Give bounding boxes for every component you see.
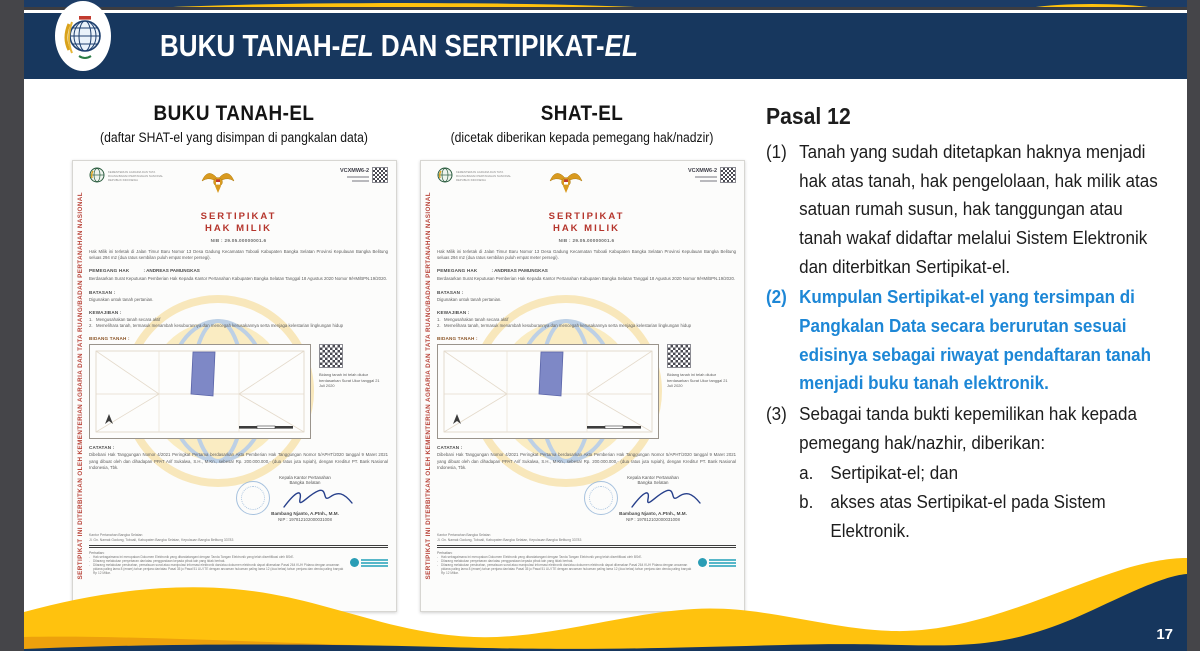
location-paragraph: Hak Milik ini terletak di Jalan Timur Baru Nomor 13 Desa Gadung Kecamatan Toboali Kabupaten Bangka Selatan Provinsi Kepulauan Bangka Belitung seluas 294 m2 (dua ratus sembilan puluh empat meter persegi).	[437, 249, 736, 261]
certificate-subtitle: HAK MILIK	[552, 223, 621, 234]
perhatian-item: - Dilarang melakukan penyebaran dan/atau penggandaan kepada pihak lain yang tidak berhak.	[437, 558, 574, 563]
pemegang-hak-value: : ANDREAS PAMUNGKAS	[491, 268, 548, 274]
doc-code-subline	[700, 180, 717, 183]
highlighted-parcel	[539, 352, 563, 396]
middle-column-heading	[436, 102, 728, 145]
pasal-subitem-b: b. akses atas Sertipikat-el pada Sistem Elektronik.	[799, 491, 1106, 541]
office-address: Jl. Gn. Namak Gadung, Toboali, Kabupaten Bangka Selatan, Kepulauan Bangka Belitung 33783	[89, 537, 234, 542]
pasal-12-panel	[766, 103, 1163, 545]
nib-number: NIB : 29.05.00000001.6	[210, 238, 267, 243]
survey-note: Bidang tanah ini telah diukur berdasarkan Surat Ukur tanggal 21 Juli 2020	[319, 372, 380, 389]
certificate-side-strip	[74, 161, 87, 611]
catatan-text: Dibebani Hak Tanggungan Nomor 4/2021 Peringkat Pertama berdasarkan Akta Pemberian Hak Tanggungan Nomor 5/APHT/2020 tanggal 9 Maret 2021 yang dibuat oleh dan dihadapan PPAT Arif Sukalwa, S.H., M.Kn., sebesar Rp. 200.000.000,- (dua ratus juta rupiah), dengan Kreditur PT. Bank Nasional Indonesia, Tbk.	[437, 452, 736, 470]
signer-office-line2: Bangka Selatan	[637, 479, 669, 485]
parcel-map	[89, 344, 311, 439]
kewajiban-item: 2. Memelihara tanah, termasuk menambah kesuburannya dan mencegah kerusakannya serta menjaga kelestarian lingkungan hidup	[89, 323, 343, 329]
bidang-tanah-label: BIDANG TANAH :	[437, 336, 478, 342]
batasan-label: BATASAN :	[89, 289, 116, 295]
pasal-subitem-a: a. Sertipikat-el; dan	[799, 462, 959, 484]
doc-code-subline	[347, 176, 369, 179]
agency-letterhead: KEMENTERIAN AGRARIA DAN TATA RUANG/BADAN PERTANAHAN NASIONAL REPUBLIK INDONESIA	[108, 170, 164, 183]
footer-divider	[89, 545, 388, 548]
perhatian-label: Perhatian:	[437, 550, 453, 555]
pemegang-hak-label: PEMEGANG HAK	[89, 268, 130, 274]
signer-office-line1: Kepala Kantor Pertanahan	[279, 474, 331, 480]
perhatian-item: - Hak sebagaimana ini merupakan Dokumen Elektronik yang ditandatangani dengan Tanda Tangan Elektronik yang telah disertifikasi oleh BSrE.	[89, 554, 295, 559]
qr-code-icon	[720, 167, 736, 183]
office-address: Jl. Gn. Namak Gadung, Toboali, Kabupaten Bangka Selatan, Kepulauan Bangka Belitung 33783	[437, 537, 582, 542]
certificate-side-text: SERTIPIKAT INI DITERBITKAN OLEH KEMENTERIAN AGRARIA DAN TATA RUANG/BADAN PERTANAHAN NASIONAL	[425, 192, 432, 580]
middle-column-title: SHAT-EL	[540, 102, 624, 125]
pemegang-hak-value: : ANDREAS PAMUNGKAS	[143, 268, 200, 274]
bpn-logo-small	[89, 167, 105, 183]
left-column-heading	[88, 102, 380, 145]
ministry-logo	[55, 1, 111, 71]
previous-slide-sliver	[24, 0, 1187, 10]
kewajiban-item: 2. Memelihara tanah, termasuk menambah kesuburannya dan mencegah kerusakannya serta menjaga kelestarian lingkungan hidup	[437, 323, 691, 329]
perhatian-item: - Dilarang melakukan perubahan, pemalsuan surat atau manipulasi informasi elektronik dan/atau dokumen elektronik dapat dikenakan Pasal 264 KUH Pidana dengan ancaman pidana paling lama 8 (enam) tahun penjara dan/atau Pasal 35 jo Pasal 51 UU ITE dengan ancaman hukuman paling lama 12 (dua belas) tahun penjara dan denda paling banyak Rp 12 Miliar.	[437, 562, 692, 576]
bpn-logo-small	[437, 167, 453, 183]
signer-office-line2: Bangka Selatan	[289, 479, 321, 485]
kewajiban-item: 1. Mengusahakan tanah secara aktif	[89, 316, 161, 322]
certificate-title: SERTIPIKAT	[548, 211, 625, 222]
signer-nip: NIP : 197812102000031008	[278, 516, 332, 522]
garuda-emblem-icon	[201, 167, 235, 197]
atr-bpn-logo-icon	[61, 8, 105, 64]
slide-page	[24, 0, 1187, 651]
certificate-document	[72, 160, 397, 612]
parcel-map	[437, 344, 659, 439]
certificate-side-text: SERTIPIKAT INI DITERBITKAN OLEH KEMENTERIAN AGRARIA DAN TATA RUANG/BADAN PERTANAHAN NASIONAL	[77, 192, 84, 580]
signer-nip: NIP : 197812102000031008	[626, 516, 680, 522]
middle-column-subtitle: (dicetak diberikan kepada pemegang hak/nadzir)	[450, 130, 714, 145]
page-number: 17	[1156, 626, 1173, 643]
doc-code-subline	[352, 180, 369, 183]
footer-divider	[437, 545, 736, 548]
buku-tanah-el-certificate	[72, 160, 397, 612]
perhatian-item: - Hak sebagaimana ini merupakan Dokumen Elektronik yang ditandatangani dengan Tanda Tangan Elektronik yang telah disertifikasi oleh BSrE.	[437, 554, 643, 559]
office-name: Kantor Pertanahan Bangka Selatan	[89, 532, 143, 537]
batasan-text: Digunakan untuk tanah pertanian.	[89, 296, 154, 302]
perhatian-item: - Dilarang melakukan penyebaran dan/atau penggandaan kepada pihak lain yang tidak berhak.	[89, 558, 226, 563]
pasal-item-1: (1) Tanah yang sudah ditetapkan haknya menjadi hak atas tanah, hak pengelolaan, hak milik atas satuan rumah susun, hak tanggungan atau tanah wakaf didaftar melalui Sistem Elektronik dan diterbitkan Sertipikat-el.	[766, 141, 1158, 277]
bottom-wave-decoration	[24, 551, 1187, 651]
pasal-heading: Pasal 12	[766, 103, 851, 129]
survey-qr-code-icon	[667, 344, 691, 368]
bidang-tanah-label: BIDANG TANAH :	[89, 336, 130, 342]
pasal-item-2-highlighted: (2) Kumpulan Sertipikat-el yang tersimpan di Pangkalan Data secara berurutan sesuai edisinya sebagai riwayat pendaftaran tanah menjadi buku tanah elektronik.	[766, 286, 1151, 394]
certificate-document	[420, 160, 745, 612]
batasan-text: Digunakan untuk tanah pertanian.	[437, 296, 502, 302]
signer-name: Bambang Njanto, A.Ptnh., M.M.	[271, 510, 339, 516]
certificate-title: SERTIPIKAT	[200, 211, 277, 222]
document-code: VCXMW6-2	[687, 168, 717, 174]
office-name: Kantor Pertanahan Bangka Selatan	[437, 532, 491, 537]
certificate-side-strip	[422, 161, 435, 611]
survey-note: Bidang tanah ini telah diukur berdasarkan Surat Ukur tanggal 21 Juli 2020	[667, 372, 728, 389]
location-paragraph: Hak Milik ini terletak di Jalan Timur Baru Nomor 13 Desa Gadung Kecamatan Toboali Kabupaten Bangka Selatan Provinsi Kepulauan Bangka Belitung seluas 294 m2 (dua ratus sembilan puluh empat meter persegi).	[89, 249, 388, 261]
batasan-label: BATASAN :	[437, 289, 464, 295]
sk-paragraph: Berdasarkan Surat Keputusan Pemberian Hak Kepada Kantor Pertanahan Kabupaten Bangka Selatan Tanggal 18 Agustus 2020 Nomor 9/HM/BPN.19/2020.	[89, 276, 388, 282]
qr-code-icon	[372, 167, 388, 183]
highlighted-parcel	[191, 352, 215, 396]
kewajiban-label: KEWAJIBAN :	[89, 309, 122, 315]
catatan-label: CATATAN :	[89, 445, 115, 451]
catatan-text: Dibebani Hak Tanggungan Nomor 4/2021 Peringkat Pertama berdasarkan Akta Pemberian Hak Tanggungan Nomor 5/APHT/2020 tanggal 9 Maret 2021 yang dibuat oleh dan dihadapan PPAT Arif Sukalwa, S.H., M.Kn., sebesar Rp. 200.000.000,- (dua ratus juta rupiah), dengan Kreditur PT. Bank Nasional Indonesia, Tbk.	[89, 452, 388, 470]
document-code: VCXMW6-2	[339, 168, 369, 174]
certificate-subtitle: HAK MILIK	[204, 223, 273, 234]
catatan-label: CATATAN :	[437, 445, 463, 451]
kewajiban-label: KEWAJIBAN :	[437, 309, 470, 315]
slide-title: BUKU TANAH-EL DAN SERTIPIKAT-EL	[160, 28, 638, 63]
signer-name: Bambang Njanto, A.Ptnh., M.M.	[619, 510, 687, 516]
survey-qr-code-icon	[319, 344, 343, 368]
agency-letterhead: KEMENTERIAN AGRARIA DAN TATA RUANG/BADAN PERTANAHAN NASIONAL REPUBLIK INDONESIA	[456, 170, 512, 183]
kewajiban-item: 1. Mengusahakan tanah secara aktif	[437, 316, 509, 322]
left-column-subtitle: (daftar SHAT-el yang disimpan di pangkalan data)	[100, 130, 368, 145]
pasal-item-3: (3) Sebagai tanda bukti kepemilikan hak kepada pemegang hak/nazhir, diberikan:	[766, 403, 1137, 453]
doc-code-subline	[695, 176, 717, 179]
perhatian-item: - Dilarang melakukan perubahan, pemalsuan surat atau manipulasi informasi elektronik dan/atau dokumen elektronik dapat dikenakan Pasal 264 KUH Pidana dengan ancaman pidana paling lama 8 (enam) tahun penjara dan/atau Pasal 35 jo Pasal 51 UU ITE dengan ancaman hukuman paling lama 12 (dua belas) tahun penjara dan denda paling banyak Rp 12 Miliar.	[89, 562, 344, 576]
slide-header-bar	[24, 13, 1187, 79]
pemegang-hak-label: PEMEGANG HAK	[437, 268, 478, 274]
nib-number: NIB : 29.05.00000001.6	[558, 238, 615, 243]
perhatian-label: Perhatian:	[89, 550, 105, 555]
left-column-title: BUKU TANAH-EL	[153, 102, 315, 125]
sk-paragraph: Berdasarkan Surat Keputusan Pemberian Hak Kepada Kantor Pertanahan Kabupaten Bangka Selatan Tanggal 18 Agustus 2020 Nomor 9/HM/BPN.19/2020.	[437, 276, 736, 282]
signer-office-line1: Kepala Kantor Pertanahan	[627, 474, 679, 480]
shat-el-certificate	[420, 160, 745, 612]
garuda-emblem-icon	[549, 167, 583, 197]
